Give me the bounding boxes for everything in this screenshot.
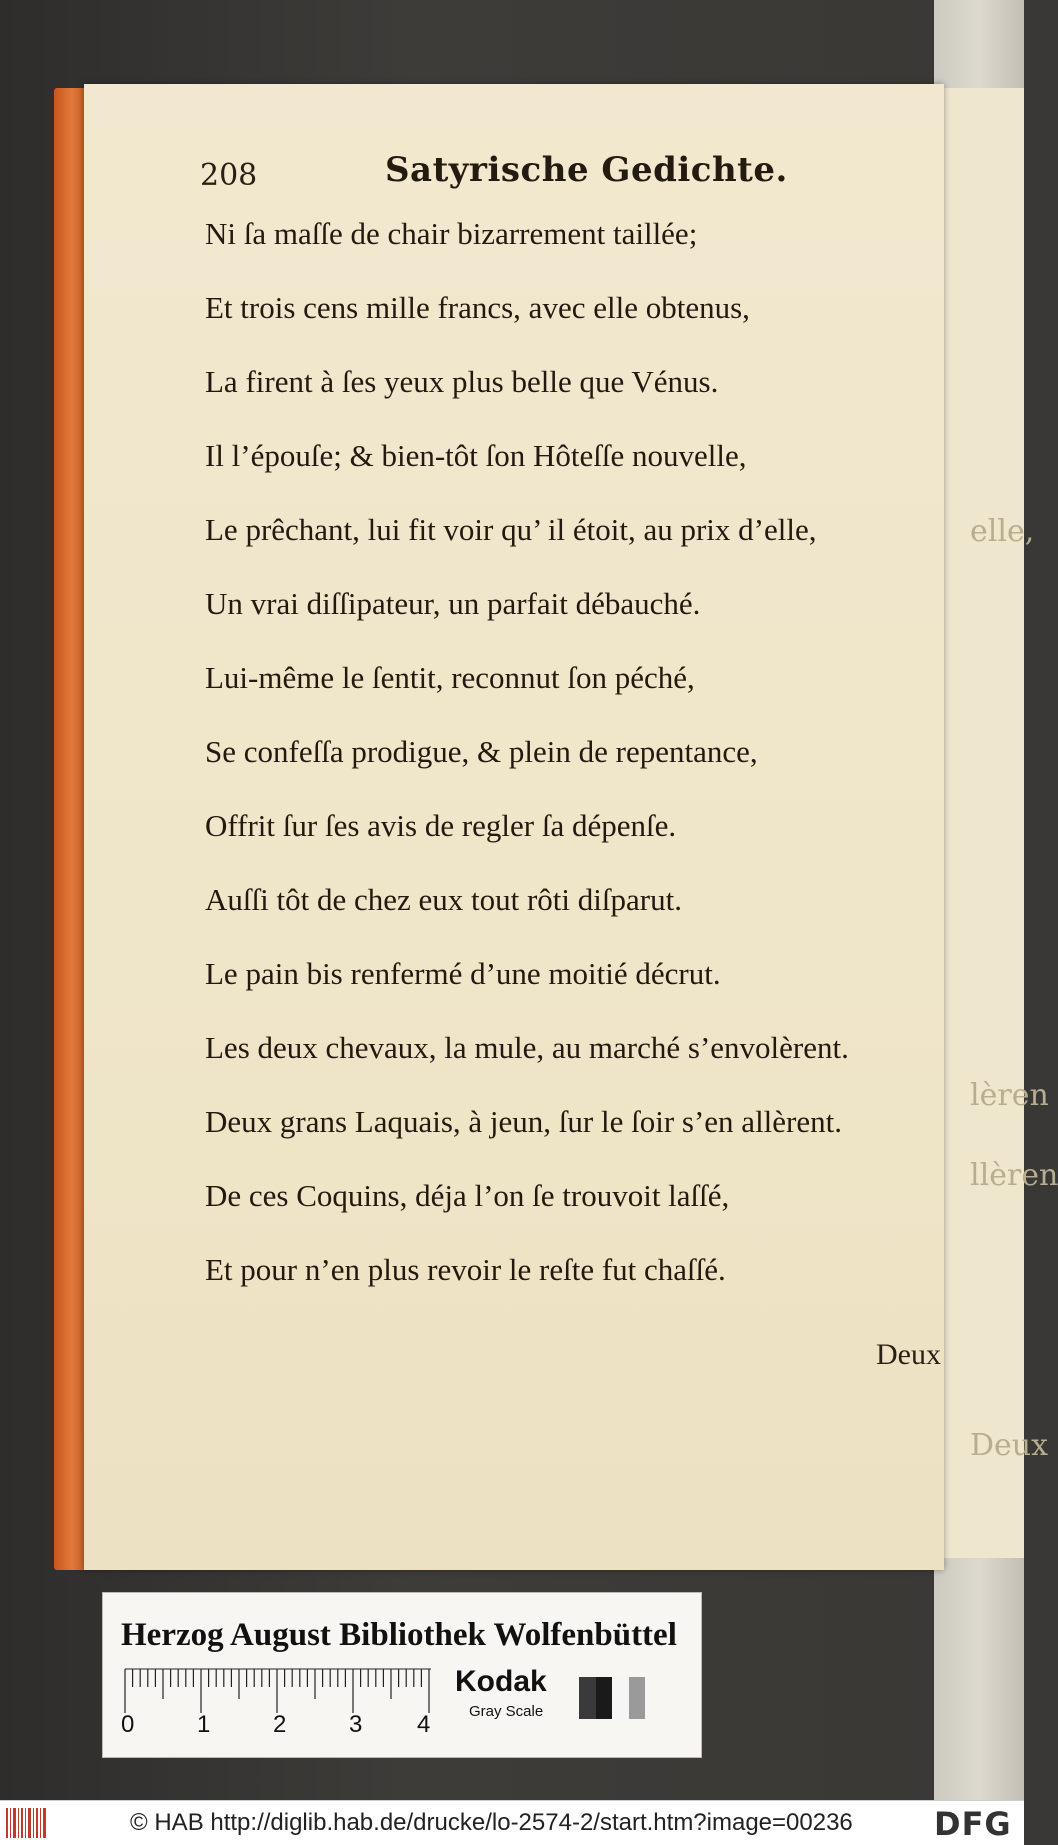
verse-line: Le pain bis renfermé d’une moitié décrut. (205, 956, 721, 991)
footer-bar (0, 1800, 1024, 1845)
ruler-label: 1 (197, 1711, 211, 1738)
adjacent-page-strip (944, 88, 1058, 1558)
gray-scale-swatch (579, 1677, 645, 1719)
swatch-black (596, 1677, 613, 1719)
library-name: Herzog August Bibliothek Wolfenbüttel (121, 1617, 677, 1653)
bleed-through-text: llèren (970, 1158, 1058, 1193)
page-header (200, 150, 900, 200)
footer-source-link[interactable]: © HAB http://diglib.hab.de/drucke/lo-2574-2/start.htm?image=00236 (130, 1809, 853, 1836)
verse-line: Les deux chevaux, la mule, au marché s’envolèrent. (205, 1030, 849, 1065)
verse-line: Lui-même le ſentit, reconnut ſon péché, (205, 660, 695, 695)
ruler-label: 3 (349, 1711, 363, 1738)
verse-line: De ces Coquins, déja l’on ſe trouvoit laſſé, (205, 1178, 730, 1213)
bleed-through-text: elle, (970, 514, 1035, 549)
swatch-dark (579, 1677, 596, 1719)
verse-line: Offrit ſur ſes avis de regler ſa dépenſe. (205, 808, 677, 843)
verse-line: Et trois cens mille francs, avec elle obtenus, (205, 290, 750, 325)
page-number: 208 (200, 158, 258, 193)
dfg-logo: DFG (934, 1805, 1012, 1843)
kodak-brand: Kodak (455, 1665, 547, 1698)
catchword: Deux (876, 1338, 941, 1371)
verse-line: Le prêchant, lui fit voir qu’ il étoit, au prix d’elle, (205, 512, 817, 547)
ruler-label: 2 (273, 1711, 287, 1738)
verse-line: Un vrai diſſipateur, un parfait débauché. (205, 586, 701, 621)
verse-line: Auſſi tôt de chez eux tout rôti diſparut. (205, 882, 682, 917)
swatch-gray (629, 1677, 646, 1719)
ruler-label: 0 (121, 1711, 135, 1738)
library-label-card (102, 1592, 702, 1758)
verse-line: Se confeſſa prodigue, & plein de repentance, (205, 734, 758, 769)
verse-line: Et pour n’en plus revoir le reſte fut chaſſé. (205, 1252, 726, 1287)
gray-scale-caption: Gray Scale (469, 1703, 544, 1720)
bleed-through-text: Deux (970, 1428, 1049, 1463)
verse-line: La firent à ſes yeux plus belle que Vénus. (205, 364, 719, 399)
verse-line: Ni ſa maſſe de chair bizarrement taillée; (205, 216, 698, 251)
bleed-through-text: lèren (970, 1078, 1049, 1113)
verse-line: Il l’épouſe; & bien-tôt ſon Hôteſſe nouvelle, (205, 438, 747, 473)
swatch-white (612, 1677, 629, 1719)
ruler-label: 4 (417, 1711, 431, 1738)
barcode-icon (6, 1808, 48, 1838)
verse-line: Deux grans Laquais, à jeun, ſur le ſoir s’en allèrent. (205, 1104, 842, 1139)
running-title: Satyrische Gedichte. (385, 150, 788, 190)
